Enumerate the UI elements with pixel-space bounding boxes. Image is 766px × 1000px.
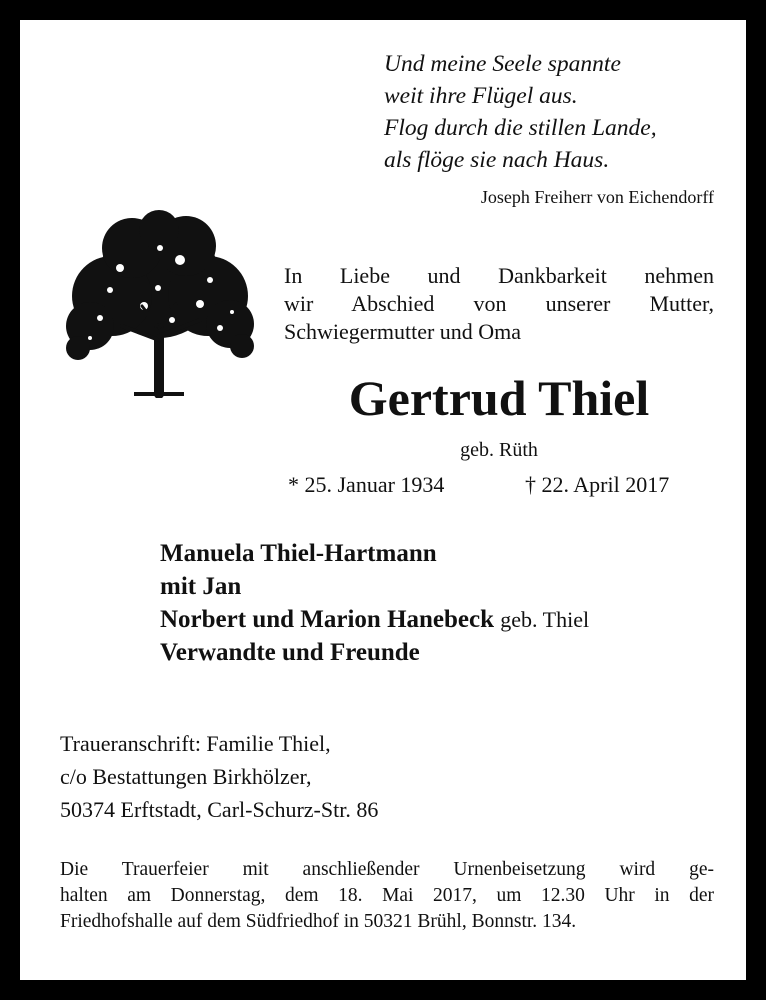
family-line: Manuela Thiel-Hartmann — [160, 540, 437, 567]
ceremony-info — [60, 857, 714, 935]
poem-line: Und meine Seele spannte — [384, 51, 621, 77]
poem-line: Flog durch die stillen Lande, — [384, 115, 657, 141]
family-line: Verwandte und Freunde — [160, 639, 420, 666]
ceremony-line: Die Trauerfeier mit anschließender Urnenbeisetzung wird ge- — [60, 859, 714, 880]
tree-icon — [60, 208, 258, 398]
address-line: c/o Bestattungen Birkhölzer, — [60, 764, 312, 789]
poem — [384, 48, 714, 176]
family-names: Norbert und Marion Hanebeck — [160, 606, 495, 633]
birth-name: geb. Rüth — [460, 439, 538, 461]
poem-line: als flöge sie nach Haus. — [384, 147, 610, 173]
mourning-address — [60, 727, 378, 826]
intro-line: Schwiegermutter und Oma — [284, 319, 522, 344]
poem-line: weit ihre Flügel aus. — [384, 83, 578, 109]
family-line — [160, 603, 589, 636]
deceased-name: Gertrud Thiel — [348, 370, 650, 426]
family-line: mit Jan — [160, 573, 242, 600]
intro-text — [284, 262, 714, 346]
obituary-notice — [20, 20, 746, 980]
ceremony-line: halten am Donnerstag, dem 18. Mai 2017, um 12.30 Uhr in der — [60, 885, 714, 906]
address-line: Traueranschrift: Familie Thiel, — [60, 731, 331, 756]
intro-line: In Liebe und Dankbarkeit nehmen — [284, 263, 714, 288]
poem-author: Joseph Freiherr von Eichendorff — [480, 187, 714, 207]
family-signatures — [160, 537, 589, 669]
birth-date: * 25. Januar 1934 — [288, 472, 445, 497]
intro-line: wir Abschied von unserer Mutter, — [284, 291, 714, 316]
death-date: † 22. April 2017 — [525, 472, 670, 497]
family-birth-name: geb. Thiel — [500, 607, 590, 632]
address-line: 50374 Erftstadt, Carl-Schurz-Str. 86 — [60, 797, 379, 822]
ceremony-line: Friedhofshalle auf dem Südfriedhof in 50321 Brühl, Bonnstr. 134. — [60, 911, 577, 932]
